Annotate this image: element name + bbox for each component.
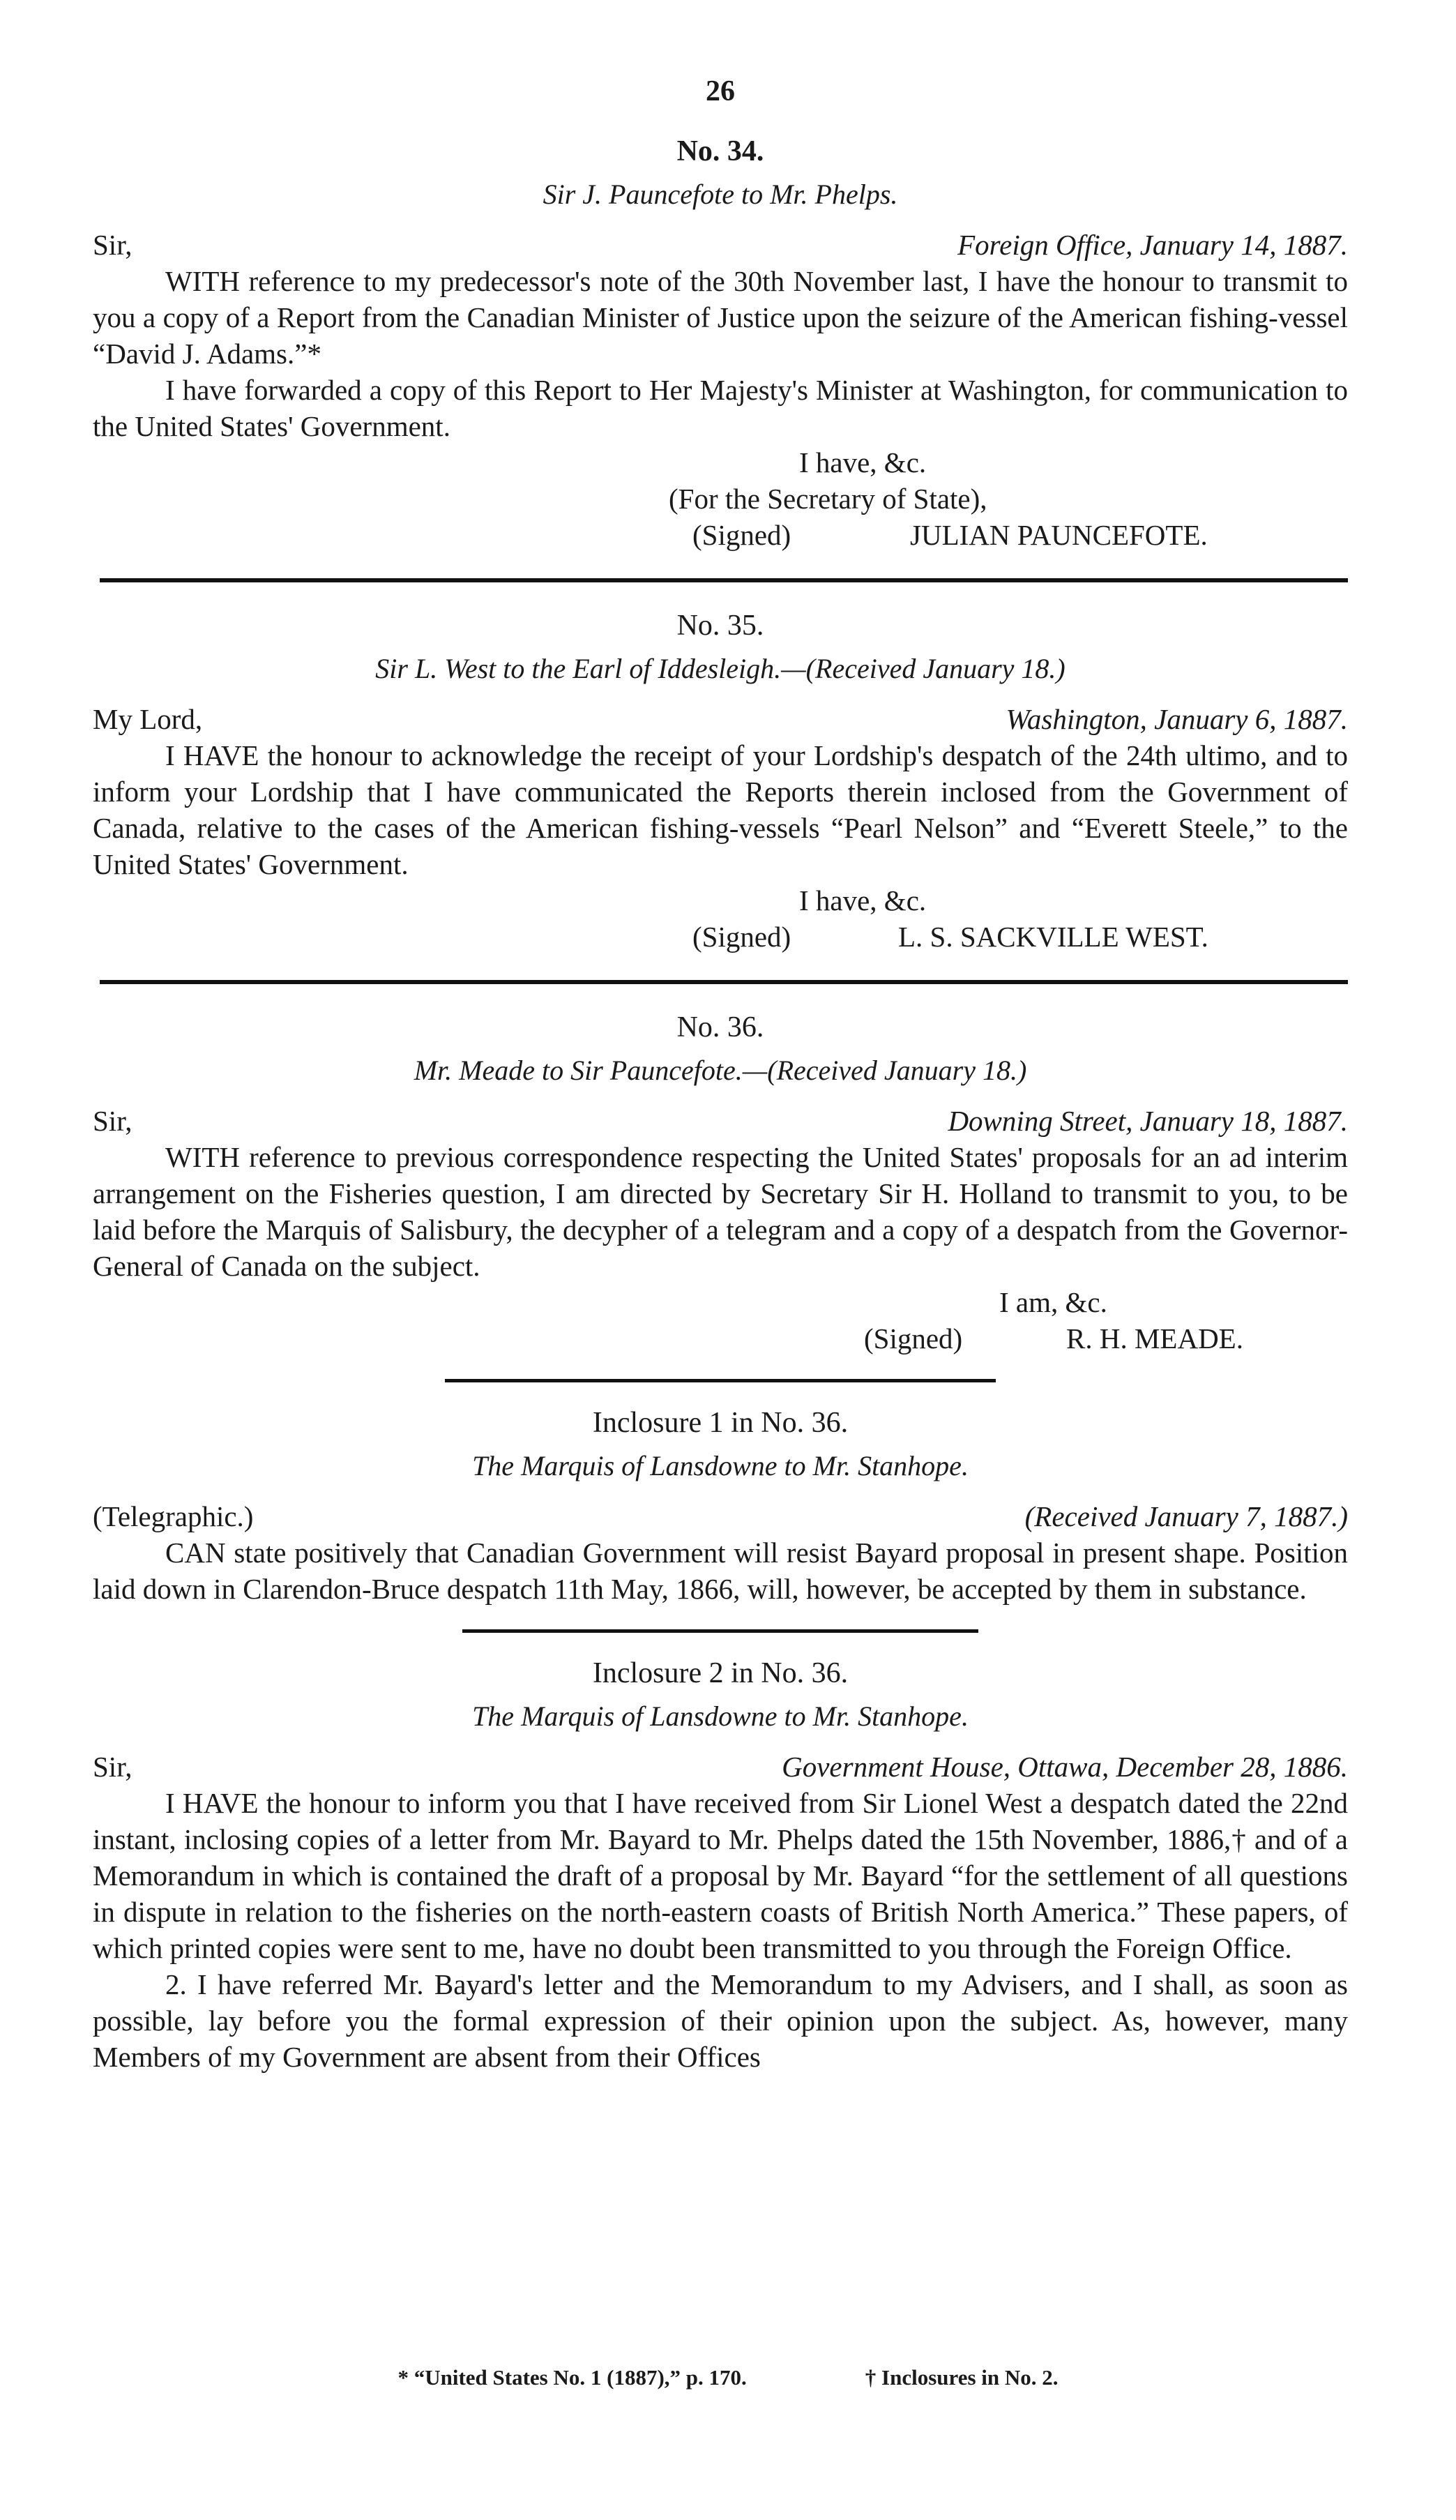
- signed-label: (Signed): [692, 519, 791, 551]
- letter-number: No. 36.: [676, 1011, 764, 1043]
- salutation-line: [93, 1103, 1348, 1139]
- signed-label: (Signed): [692, 921, 791, 953]
- letter-36: [93, 1009, 1348, 1357]
- section-divider: [445, 1379, 996, 1382]
- salutation-line: [93, 227, 1348, 263]
- place-date: Downing Street, January 18, 1887.: [948, 1105, 1348, 1137]
- paragraph: 2. I have referred Mr. Bayard's letter and the Memorandum to my Advisers, and I shall, as soon as possible, lay before you the formal expression of their opinion upon the subject. As, however, many Members of my Government are absent from their Offices: [93, 1968, 1348, 2073]
- salutation: My Lord,: [93, 703, 203, 735]
- footnote: † Inclosures in No. 2.: [865, 2365, 1059, 2390]
- place-date: Foreign Office, January 14, 1887.: [957, 229, 1348, 261]
- paragraph: I HAVE the honour to acknowledge the receipt of your Lordship's despatch of the 24th ultimo, and to inform your Lordship that I have communicated the Reports therein inclosed from the Government of Canada, relative to the cases of the American fishing-vessels “Pearl Nelson” and “Everett Steele,” to the United States' Government.: [93, 739, 1348, 880]
- salutation: Sir,: [93, 1751, 132, 1783]
- signatory: JULIAN PAUNCEFOTE.: [910, 519, 1208, 551]
- letter-number: No. 35.: [676, 610, 764, 642]
- letter-heading: Mr. Meade to Sir Pauncefote.—(Received January 18.): [414, 1055, 1027, 1086]
- paragraph: WITH reference to previous correspondence respecting the United States' proposals for an ad interim arrangement on the Fisheries question, I am directed by Secretary Sir H. Holland to transmit to you, to be laid before the Marquis of Salisbury, the decypher of a telegram and a copy of a despatch from the Governor-General of Canada on the subject.: [93, 1141, 1348, 1282]
- inclosure-heading: The Marquis of Lansdowne to Mr. Stanhope.: [472, 1700, 969, 1732]
- closing: [93, 1284, 1348, 1357]
- telegraphic-label: (Telegraphic.): [93, 1500, 254, 1532]
- letter-heading: Sir L. West to the Earl of Iddesleigh.—(Received January 18.): [375, 653, 1066, 684]
- signature-line: [93, 919, 1348, 955]
- letter-34: [93, 133, 1348, 553]
- paragraph: CAN state positively that Canadian Government will resist Bayard proposal in present shape. Position laid down in Clarendon-Bruce despatch 11th May, 1866, will, however, be accepted by them in substance.: [93, 1537, 1348, 1605]
- salutation-line: [93, 701, 1348, 737]
- signatory: R. H. MEADE.: [1066, 1322, 1243, 1355]
- closing-line: I have, &c.: [799, 446, 927, 478]
- inclosure-number: Inclosure 2 in No. 36.: [592, 1657, 849, 1689]
- place-date: Government House, Ottawa, December 28, 1886.: [782, 1751, 1348, 1783]
- letter-35: [93, 608, 1348, 955]
- signature-line: [93, 1320, 1348, 1357]
- inclosure-number: Inclosure 1 in No. 36.: [592, 1407, 849, 1439]
- inclosure-heading: The Marquis of Lansdowne to Mr. Stanhope.: [472, 1450, 969, 1481]
- inclosure-1: [93, 1405, 1348, 1607]
- place-date: Washington, January 6, 1887.: [1006, 703, 1348, 735]
- inclosure-2: [93, 1655, 1348, 2075]
- paragraph: WITH reference to my predecessor's note of the 30th November last, I have the honour to transmit to you a copy of a Report from the Canadian Minister of Justice upon the seizure of the American fishing-vessel “David J. Adams.”*: [93, 265, 1348, 370]
- closing-line: I have, &c.: [799, 884, 927, 916]
- section-divider: [100, 578, 1348, 582]
- closing: [93, 882, 1348, 955]
- signed-label: (Signed): [864, 1322, 963, 1355]
- section-divider: [462, 1629, 978, 1633]
- salutation: Sir,: [93, 229, 132, 261]
- page-number: 26: [706, 75, 735, 107]
- signatory: L. S. SACKVILLE WEST.: [898, 921, 1208, 953]
- closing-line: (For the Secretary of State),: [669, 483, 987, 515]
- letter-number: No. 34.: [676, 135, 764, 167]
- footnotes: [0, 2360, 1456, 2396]
- salutation-line: [93, 1749, 1348, 1785]
- letter-heading: Sir J. Pauncefote to Mr. Phelps.: [543, 179, 898, 210]
- closing: [93, 444, 1348, 553]
- signature-line: [93, 517, 1348, 553]
- paragraph: I HAVE the honour to inform you that I have received from Sir Lionel West a despatch dated the 22nd instant, inclosing copies of a letter from Mr. Bayard to Mr. Phelps dated the 15th November, 1886,† and of a Memorandum in which is contained the draft of a proposal by Mr. Bayard “for the settlement of all questions in dispute in relation to the fisheries on the north-eastern coasts of British North America.” These papers, of which printed copies were sent to me, have no doubt been transmitted to you through the Foreign Office.: [93, 1787, 1348, 1964]
- salutation: Sir,: [93, 1105, 132, 1137]
- received-date: (Received January 7, 1887.): [1024, 1500, 1348, 1532]
- section-divider: [100, 980, 1348, 984]
- paragraph: I have forwarded a copy of this Report to Her Majesty's Minister at Washington, for communication to the United States' Government.: [93, 374, 1348, 442]
- closing-line: I am, &c.: [999, 1286, 1107, 1318]
- salutation-line: [93, 1498, 1348, 1534]
- footnote: * “United States No. 1 (1887),” p. 170.: [397, 2365, 747, 2390]
